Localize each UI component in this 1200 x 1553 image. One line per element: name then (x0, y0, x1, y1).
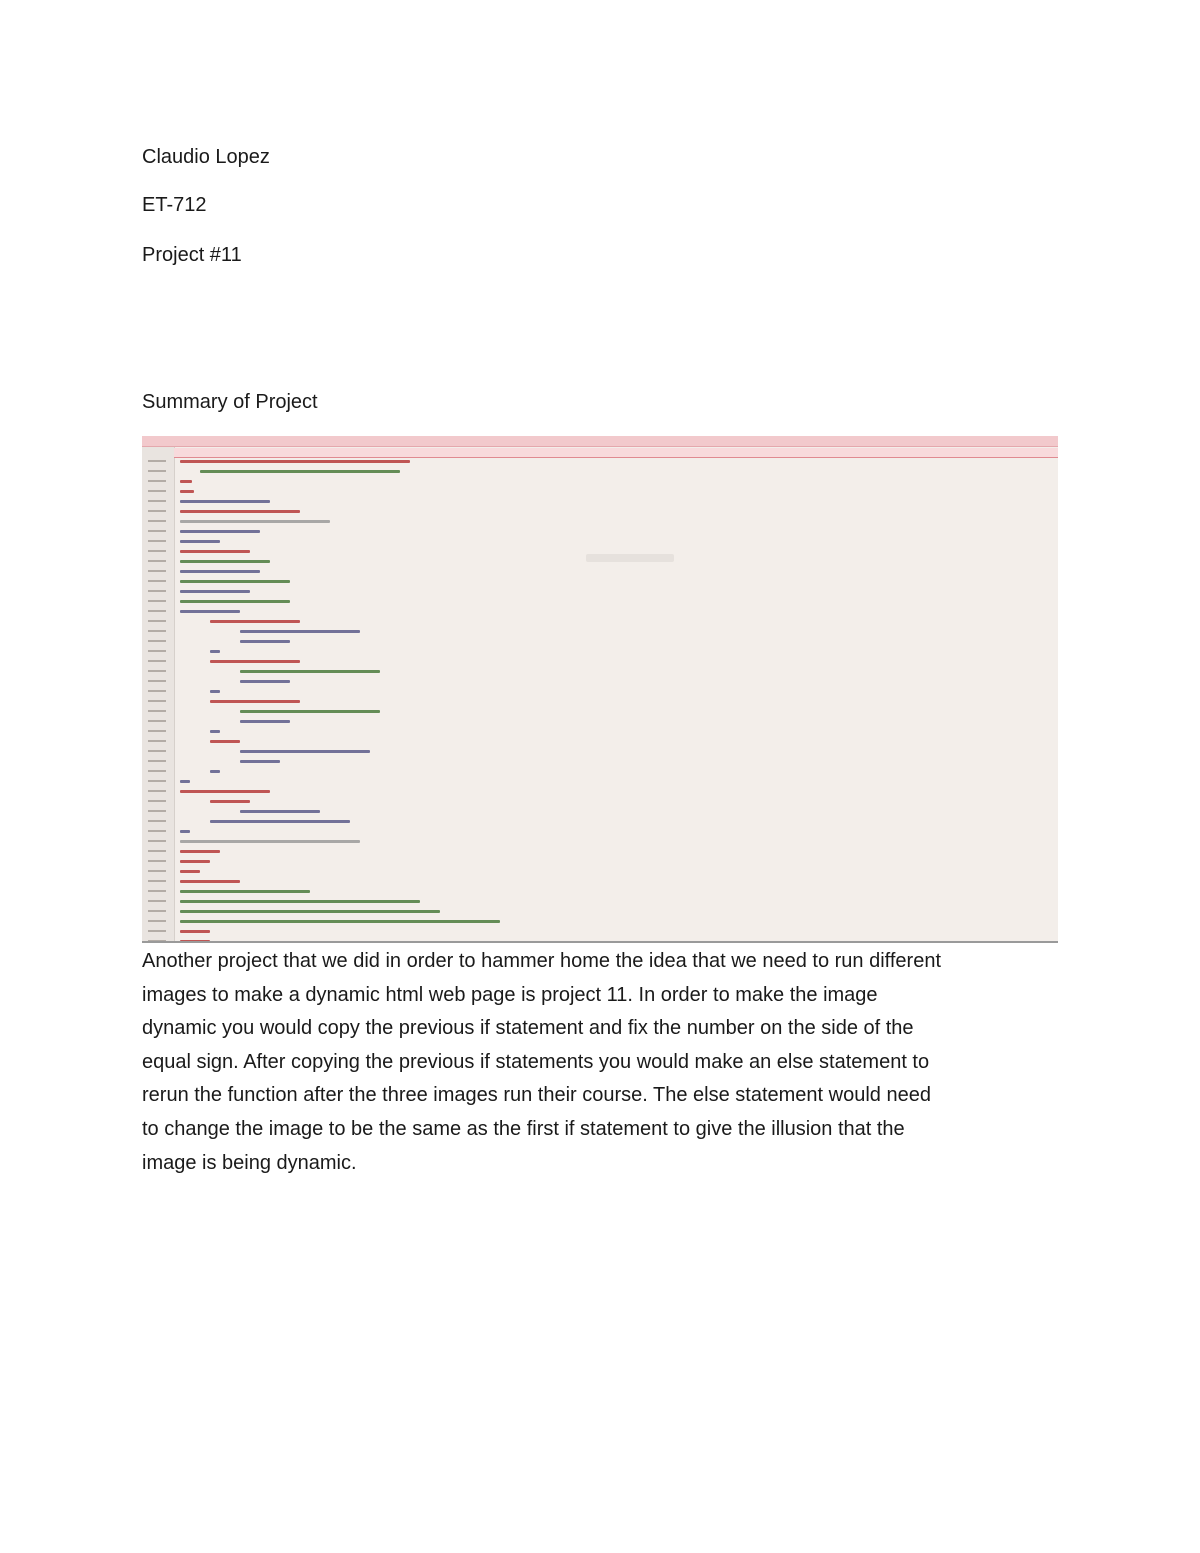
paragraph-line: Another project that we did in order to hammer home the idea that we need to run different (142, 950, 941, 972)
code-line (240, 750, 370, 753)
line-number (148, 510, 166, 512)
line-number (148, 760, 166, 762)
code-line (210, 690, 220, 693)
line-number (148, 600, 166, 602)
line-number (148, 920, 166, 922)
line-number (148, 470, 166, 472)
line-number (148, 610, 166, 612)
code-line (180, 830, 190, 833)
line-number (148, 700, 166, 702)
line-number (148, 650, 166, 652)
code-line (180, 610, 240, 613)
code-line (200, 470, 400, 473)
code-line (180, 600, 290, 603)
line-number (148, 900, 166, 902)
author-name: Claudio Lopez (142, 146, 270, 168)
code-line (180, 880, 240, 883)
paragraph-line: equal sign. After copying the previous if statements you would make an else statement to (142, 1050, 930, 1073)
code-line (210, 800, 250, 803)
code-line (240, 810, 320, 813)
line-number (148, 680, 166, 682)
line-number (148, 800, 166, 802)
line-number (148, 670, 166, 672)
code-line (210, 650, 220, 653)
line-number (148, 640, 166, 642)
code-line (180, 940, 210, 943)
line-number (148, 890, 166, 892)
code-line (240, 670, 380, 673)
code-line (240, 640, 290, 643)
line-number (148, 560, 166, 562)
code-line (180, 570, 260, 573)
line-number (148, 750, 166, 752)
code-line (180, 860, 210, 863)
code-line (240, 720, 290, 723)
line-number (148, 690, 166, 692)
code-editor-screenshot (142, 436, 1058, 943)
line-number (148, 580, 166, 582)
paragraph-line: image is being dynamic. (142, 1151, 357, 1174)
code-line (180, 590, 250, 593)
line-number (148, 910, 166, 912)
line-number (148, 780, 166, 782)
line-number (148, 660, 166, 662)
paragraph-line: dynamic you would copy the previous if statement and fix the number on the side of the (142, 1017, 914, 1040)
code-line (180, 560, 270, 563)
paragraph-line: rerun the function after the three images run their course. The else statement would need (142, 1084, 931, 1107)
code-line (210, 820, 350, 823)
code-line (210, 700, 300, 703)
code-line (210, 740, 240, 743)
code-line (240, 630, 360, 633)
code-line (180, 840, 360, 843)
code-line (180, 870, 200, 873)
line-number (148, 830, 166, 832)
line-number (148, 820, 166, 822)
line-number (148, 720, 166, 722)
section-heading: Summary of Project (142, 391, 318, 413)
code-line (180, 910, 440, 913)
project-number: Project #11 (142, 244, 242, 266)
line-number (148, 520, 166, 522)
code-line (240, 760, 280, 763)
code-line (180, 490, 194, 493)
line-number (148, 500, 166, 502)
code-line (180, 480, 192, 483)
line-number (148, 860, 166, 862)
code-line (210, 660, 300, 663)
line-number (148, 730, 166, 732)
paragraph-line: images to make a dynamic html web page is project 11. In order to make the image (142, 983, 878, 1006)
code-line (180, 530, 260, 533)
code-line (180, 580, 290, 583)
highlighted-code-line (174, 448, 1058, 458)
line-number (148, 740, 166, 742)
code-line (180, 550, 250, 553)
course-code: ET-712 (142, 194, 207, 216)
line-number (148, 570, 166, 572)
summary-paragraph (142, 945, 1062, 1180)
code-line (180, 890, 310, 893)
line-number (148, 870, 166, 872)
line-number (148, 480, 166, 482)
code-line (240, 680, 290, 683)
line-number (148, 810, 166, 812)
code-line (210, 620, 300, 623)
line-number (148, 710, 166, 712)
line-number (148, 590, 166, 592)
line-number (148, 550, 166, 552)
line-number (148, 540, 166, 542)
code-line (180, 460, 410, 463)
code-line (180, 790, 270, 793)
code-line (180, 850, 220, 853)
line-number (148, 790, 166, 792)
line-number (148, 620, 166, 622)
watermark (586, 554, 674, 562)
line-number (148, 880, 166, 882)
code-line (180, 900, 420, 903)
line-number (148, 850, 166, 852)
code-line (240, 710, 380, 713)
code-line (180, 930, 210, 933)
code-line (180, 540, 220, 543)
code-line (210, 730, 220, 733)
code-line (180, 500, 270, 503)
paragraph-line: to change the image to be the same as the first if statement to give the illusion that the (142, 1117, 905, 1140)
line-number (148, 940, 166, 942)
code-line (180, 520, 330, 523)
line-number (148, 530, 166, 532)
line-number (148, 930, 166, 932)
code-line (180, 510, 300, 513)
line-number (148, 630, 166, 632)
code-line (180, 780, 190, 783)
line-number (148, 770, 166, 772)
line-number (148, 840, 166, 842)
code-line (180, 920, 500, 923)
code-line (210, 770, 220, 773)
editor-tab-bar (142, 436, 1058, 447)
line-number (148, 490, 166, 492)
line-number (148, 460, 166, 462)
